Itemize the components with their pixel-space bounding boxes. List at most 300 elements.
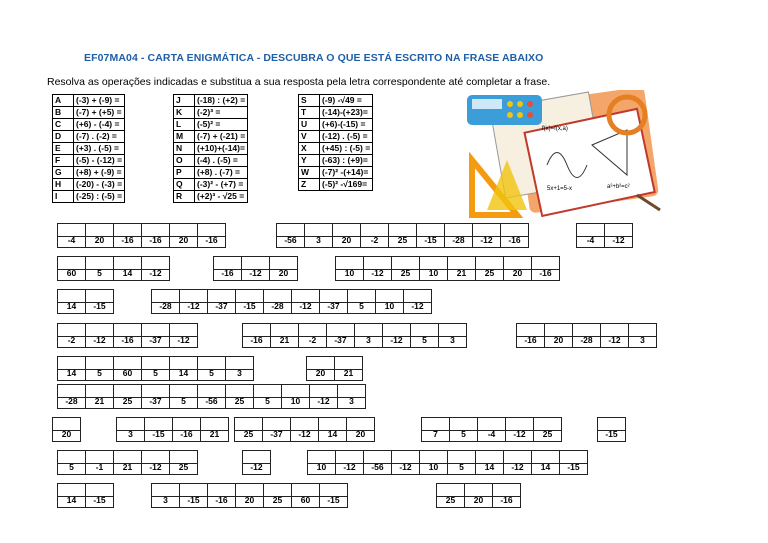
letter-box[interactable] [57, 356, 86, 381]
code-number: -16 [539, 268, 552, 278]
code-number: -16 [508, 235, 521, 245]
letter-box[interactable] [57, 289, 86, 314]
key-expression: (-12) . (-5) = [320, 131, 373, 143]
letter-box[interactable] [477, 417, 506, 442]
letter-box[interactable] [113, 223, 142, 248]
letter-box[interactable] [438, 323, 467, 348]
key-table-a-i [52, 94, 125, 203]
word-group [597, 417, 626, 442]
code-number: -12 [371, 268, 384, 278]
code-number: 20 [355, 429, 366, 439]
letter-box[interactable] [234, 417, 263, 442]
code-number: 10 [316, 462, 327, 472]
code-number: -12 [249, 268, 262, 278]
key-row [174, 95, 248, 107]
letter-box[interactable] [57, 323, 86, 348]
letter-box[interactable] [207, 483, 236, 508]
code-number: 5 [69, 462, 74, 472]
svg-text:5x+1=5-x: 5x+1=5-x [547, 186, 573, 192]
key-row [299, 131, 373, 143]
letter-box[interactable] [531, 256, 560, 281]
letter-box[interactable] [335, 450, 364, 475]
code-number: 25 [243, 429, 254, 439]
word-group [335, 256, 560, 281]
key-letter: V [299, 131, 320, 143]
code-number: -16 [121, 335, 134, 345]
letter-box[interactable] [332, 223, 361, 248]
code-number: 5 [359, 301, 364, 311]
key-row [53, 119, 125, 131]
code-number: -12 [480, 235, 493, 245]
letter-box[interactable] [85, 483, 114, 508]
letter-box[interactable] [197, 356, 226, 381]
code-number: -1 [95, 462, 104, 472]
key-expression: (+6) - (-4) = [74, 119, 125, 131]
letter-box[interactable] [141, 323, 170, 348]
letter-box[interactable] [505, 417, 534, 442]
letter-box[interactable] [419, 450, 448, 475]
code-number: 3 [163, 495, 168, 505]
letter-box[interactable] [421, 417, 450, 442]
letter-box[interactable] [200, 417, 229, 442]
code-number: -16 [250, 335, 263, 345]
word-group [307, 450, 588, 475]
code-number: -12 [177, 335, 190, 345]
letter-box[interactable] [531, 450, 560, 475]
code-number: 5 [265, 396, 270, 406]
letter-box[interactable] [225, 356, 254, 381]
letter-box[interactable] [559, 450, 588, 475]
letter-box[interactable] [242, 450, 271, 475]
key-row [299, 95, 373, 107]
key-row [53, 155, 125, 167]
key-expression: (-14)-(+23)= [320, 107, 373, 119]
instructions: Resolva as operações indicadas e substitua a sua resposta pela letra correspondente até completar a frase. [47, 76, 551, 88]
code-number: -37 [149, 335, 162, 345]
letter-box[interactable] [391, 450, 420, 475]
code-number: -15 [327, 495, 340, 505]
letter-box[interactable] [242, 323, 271, 348]
code-number: 20 [315, 368, 326, 378]
letter-box[interactable] [85, 223, 114, 248]
key-row [53, 179, 125, 191]
letter-box[interactable] [151, 289, 180, 314]
letter-box[interactable] [85, 450, 114, 475]
letter-box[interactable] [576, 223, 605, 248]
letter-box[interactable] [197, 223, 226, 248]
word-group [57, 289, 114, 314]
letter-box[interactable] [416, 223, 445, 248]
code-number: -28 [271, 301, 284, 311]
key-letter: M [174, 131, 195, 143]
letter-box[interactable] [235, 483, 264, 508]
word-group [276, 223, 529, 248]
code-number: 20 [512, 268, 523, 278]
letter-box[interactable] [57, 223, 86, 248]
key-expression: (-3) + (-9) = [74, 95, 125, 107]
letter-box[interactable] [169, 384, 198, 409]
letter-box[interactable] [628, 323, 657, 348]
key-row [174, 167, 248, 179]
word-group [57, 450, 198, 475]
key-row [174, 143, 248, 155]
letter-box[interactable] [169, 450, 198, 475]
word-group [116, 417, 229, 442]
key-letter: L [174, 119, 195, 131]
letter-box[interactable] [281, 384, 310, 409]
letter-box[interactable] [141, 256, 170, 281]
letter-box[interactable] [500, 223, 529, 248]
key-row [53, 95, 125, 107]
code-number: -2 [308, 335, 317, 345]
code-number: -16 [500, 495, 513, 505]
code-number: 25 [122, 396, 133, 406]
letter-box[interactable] [307, 450, 336, 475]
code-number: 20 [94, 235, 105, 245]
code-number: -16 [215, 495, 228, 505]
code-number: 25 [397, 235, 408, 245]
letter-box[interactable] [304, 223, 333, 248]
code-number: 5 [153, 368, 158, 378]
code-number: -12 [343, 462, 356, 472]
letter-box[interactable] [172, 417, 201, 442]
code-number: -12 [187, 301, 200, 311]
letter-box[interactable] [347, 289, 376, 314]
letter-box[interactable] [516, 323, 545, 348]
key-expression: (+3) . (-5) = [74, 143, 125, 155]
code-number: 10 [428, 462, 439, 472]
key-letter: S [299, 95, 320, 107]
code-number: 14 [484, 462, 495, 472]
letter-box[interactable] [116, 417, 145, 442]
letter-box[interactable] [318, 417, 347, 442]
letter-box[interactable] [270, 323, 299, 348]
code-number: -37 [215, 301, 228, 311]
letter-box[interactable] [151, 483, 180, 508]
letter-box[interactable] [475, 450, 504, 475]
code-number: -12 [149, 462, 162, 472]
letter-box[interactable] [85, 256, 114, 281]
word-group [57, 323, 198, 348]
key-expression: (+45) : (-5) = [320, 143, 373, 155]
code-number: -12 [513, 429, 526, 439]
letter-box[interactable] [403, 289, 432, 314]
letter-box[interactable] [533, 417, 562, 442]
letter-box[interactable] [447, 450, 476, 475]
letter-box[interactable] [144, 417, 173, 442]
math-illustration [462, 90, 662, 220]
code-number: -16 [205, 235, 218, 245]
letter-box[interactable] [335, 256, 364, 281]
code-number: -37 [270, 429, 283, 439]
letter-box[interactable] [346, 417, 375, 442]
key-expression: (-3)² - (+7) = [195, 179, 248, 191]
code-number: 25 [542, 429, 553, 439]
word-group [57, 356, 254, 381]
letter-box[interactable] [464, 483, 493, 508]
letter-box[interactable] [85, 289, 114, 314]
code-number: 14 [540, 462, 551, 472]
key-letter: A [53, 95, 74, 107]
code-number: 20 [473, 495, 484, 505]
letter-box[interactable] [436, 483, 465, 508]
code-number: -4 [586, 235, 595, 245]
key-expression: (-7)² -(+14)= [320, 167, 373, 179]
key-expression: (-5) - (-12) = [74, 155, 125, 167]
letter-box[interactable] [85, 323, 114, 348]
letter-box[interactable] [85, 356, 114, 381]
word-group [57, 483, 114, 508]
letter-box[interactable] [503, 450, 532, 475]
letter-box[interactable] [600, 323, 629, 348]
code-number: 14 [178, 368, 189, 378]
word-group [436, 483, 521, 508]
letter-box[interactable] [141, 450, 170, 475]
key-expression: (-7) + (-21) = [195, 131, 248, 143]
word-group [306, 356, 363, 381]
key-letter: H [53, 179, 74, 191]
code-number: 60 [300, 495, 311, 505]
code-number: -37 [334, 335, 347, 345]
key-expression: (+10)+(-14)= [195, 143, 248, 155]
key-row [174, 191, 248, 203]
letter-box[interactable] [449, 417, 478, 442]
code-number: -16 [524, 335, 537, 345]
letter-box[interactable] [253, 384, 282, 409]
letter-box[interactable] [57, 384, 86, 409]
letter-box[interactable] [291, 289, 320, 314]
letter-box[interactable] [388, 223, 417, 248]
code-number: -16 [221, 268, 234, 278]
letter-box[interactable] [113, 356, 142, 381]
pencil-icon [637, 195, 660, 210]
key-letter: E [53, 143, 74, 155]
letter-box[interactable] [363, 450, 392, 475]
letter-box[interactable] [85, 384, 114, 409]
code-number: -12 [250, 462, 263, 472]
code-number: 25 [484, 268, 495, 278]
letter-box[interactable] [179, 483, 208, 508]
code-number: -15 [605, 429, 618, 439]
code-number: 7 [433, 429, 438, 439]
code-number: -12 [149, 268, 162, 278]
key-letter: U [299, 119, 320, 131]
letter-box[interactable] [544, 323, 573, 348]
letter-box[interactable] [169, 223, 198, 248]
letter-box[interactable] [113, 323, 142, 348]
key-letter: B [53, 107, 74, 119]
code-number: -56 [371, 462, 384, 472]
letter-box[interactable] [319, 483, 348, 508]
code-number: -16 [121, 235, 134, 245]
letter-box[interactable] [57, 450, 86, 475]
code-number: 21 [456, 268, 467, 278]
code-number: 5 [459, 462, 464, 472]
letter-box[interactable] [290, 417, 319, 442]
letter-box[interactable] [269, 256, 298, 281]
key-row [53, 143, 125, 155]
letter-box[interactable] [472, 223, 501, 248]
letter-box[interactable] [113, 384, 142, 409]
code-number: -12 [511, 462, 524, 472]
key-row [174, 179, 248, 191]
letter-box[interactable] [382, 323, 411, 348]
letter-box[interactable] [391, 256, 420, 281]
key-row [299, 107, 373, 119]
letter-box[interactable] [291, 483, 320, 508]
word-group [234, 417, 375, 442]
key-letter: X [299, 143, 320, 155]
letter-box[interactable] [169, 356, 198, 381]
letter-box[interactable] [572, 323, 601, 348]
letter-box[interactable] [360, 223, 389, 248]
code-number: 60 [66, 268, 77, 278]
letter-box[interactable] [241, 256, 270, 281]
code-number: -15 [243, 301, 256, 311]
code-number: -15 [187, 495, 200, 505]
letter-box[interactable] [207, 289, 236, 314]
key-expression: (-25) : (-5) = [74, 191, 125, 203]
key-expression: (-7) + (+5) = [74, 107, 125, 119]
key-expression: (-5)² -√169= [320, 179, 373, 191]
key-letter: K [174, 107, 195, 119]
word-group [242, 323, 467, 348]
code-number: -37 [149, 396, 162, 406]
svg-text:f(x)=f(x,a): f(x)=f(x,a) [542, 126, 568, 132]
code-number: -2 [67, 335, 76, 345]
letter-box[interactable] [179, 289, 208, 314]
code-number: 25 [272, 495, 283, 505]
key-expression: (-2)³ = [195, 107, 248, 119]
word-group [516, 323, 657, 348]
code-number: -56 [284, 235, 297, 245]
code-number: 21 [279, 335, 290, 345]
word-group [52, 417, 81, 442]
code-number: 14 [66, 495, 77, 505]
letter-box[interactable] [326, 323, 355, 348]
word-group [242, 450, 271, 475]
code-number: 10 [384, 301, 395, 311]
key-expression: (-20) - (-3) = [74, 179, 125, 191]
letter-box[interactable] [141, 223, 170, 248]
key-row [299, 167, 373, 179]
letter-box[interactable] [419, 256, 448, 281]
code-number: -12 [298, 429, 311, 439]
key-expression: (-5)² = [195, 119, 248, 131]
key-letter: G [53, 167, 74, 179]
letter-box[interactable] [447, 256, 476, 281]
code-number: -16 [149, 235, 162, 245]
letter-box[interactable] [263, 289, 292, 314]
code-number: 25 [178, 462, 189, 472]
code-number: -15 [567, 462, 580, 472]
key-row [174, 119, 248, 131]
code-number: 5 [97, 268, 102, 278]
letter-box[interactable] [492, 483, 521, 508]
word-group [421, 417, 562, 442]
code-number: -15 [424, 235, 437, 245]
code-number: 3 [316, 235, 321, 245]
word-group [576, 223, 633, 248]
letter-box[interactable] [141, 384, 170, 409]
word-group [151, 289, 432, 314]
letter-box[interactable] [375, 289, 404, 314]
letter-box[interactable] [309, 384, 338, 409]
letter-box[interactable] [57, 483, 86, 508]
letter-box[interactable] [113, 256, 142, 281]
letter-box[interactable] [263, 483, 292, 508]
letter-box[interactable] [475, 256, 504, 281]
code-number: -28 [65, 396, 78, 406]
letter-box[interactable] [141, 356, 170, 381]
key-row [53, 191, 125, 203]
letter-box[interactable] [225, 384, 254, 409]
code-number: 3 [128, 429, 133, 439]
letter-box[interactable] [354, 323, 383, 348]
letter-box[interactable] [410, 323, 439, 348]
code-number: 20 [61, 429, 72, 439]
letter-box[interactable] [306, 356, 335, 381]
code-number: 14 [66, 301, 77, 311]
code-number: -12 [93, 335, 106, 345]
key-letter: P [174, 167, 195, 179]
key-letter: R [174, 191, 195, 203]
code-number: -4 [487, 429, 496, 439]
letter-box[interactable] [262, 417, 291, 442]
letter-box[interactable] [363, 256, 392, 281]
code-number: 10 [290, 396, 301, 406]
letter-box[interactable] [276, 223, 305, 248]
letter-box[interactable] [337, 384, 366, 409]
code-number: 20 [244, 495, 255, 505]
code-number: 3 [366, 335, 371, 345]
key-row [299, 143, 373, 155]
letter-box[interactable] [503, 256, 532, 281]
code-number: 5 [97, 368, 102, 378]
code-number: 21 [122, 462, 133, 472]
key-letter: I [53, 191, 74, 203]
key-expression: (+8) . (-7) = [195, 167, 248, 179]
key-letter: J [174, 95, 195, 107]
letter-box[interactable] [113, 450, 142, 475]
code-number: 20 [341, 235, 352, 245]
letter-box[interactable] [169, 323, 198, 348]
letter-box[interactable] [334, 356, 363, 381]
code-number: -15 [93, 301, 106, 311]
letter-box[interactable] [57, 256, 86, 281]
code-number: 10 [344, 268, 355, 278]
key-row [299, 119, 373, 131]
letter-box[interactable] [235, 289, 264, 314]
letter-box[interactable] [444, 223, 473, 248]
letter-box[interactable] [213, 256, 242, 281]
letter-box[interactable] [298, 323, 327, 348]
code-number: -12 [299, 301, 312, 311]
key-row [299, 179, 373, 191]
code-number: -12 [608, 335, 621, 345]
letter-box[interactable] [52, 417, 81, 442]
key-expression: (-18) : (+2) = [195, 95, 248, 107]
letter-box[interactable] [597, 417, 626, 442]
code-number: 5 [181, 396, 186, 406]
code-number: -28 [580, 335, 593, 345]
code-number: -15 [152, 429, 165, 439]
key-letter: C [53, 119, 74, 131]
letter-box[interactable] [197, 384, 226, 409]
code-number: 3 [237, 368, 242, 378]
letter-box[interactable] [319, 289, 348, 314]
letter-box[interactable] [604, 223, 633, 248]
